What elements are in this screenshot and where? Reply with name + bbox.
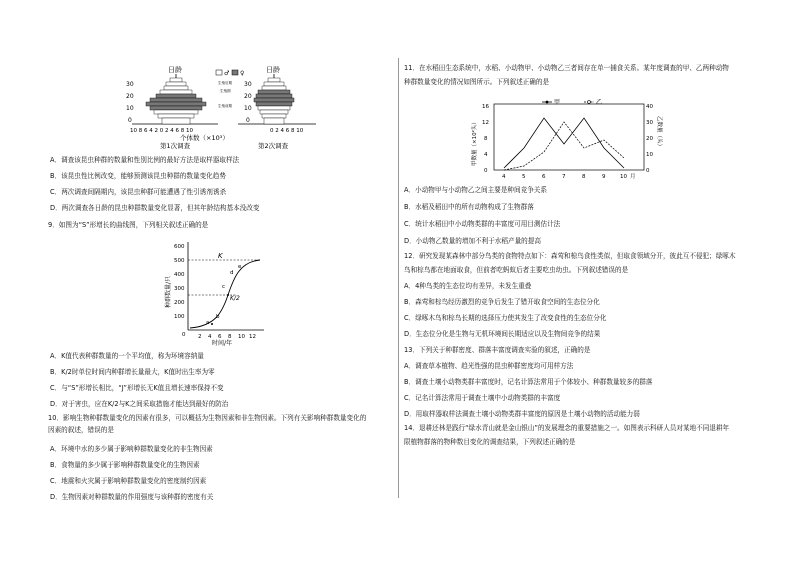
q8-option-c: C．两次调查间隔期内，该昆虫种群可能遭遇了性引诱剂诱杀 (50, 188, 227, 196)
rtick-40: 40 (646, 104, 653, 110)
curve-xlabel: 时间/年 (212, 340, 233, 346)
q10-option-d: D．生物因素对种群数量的作用强度与该种群的密度有关 (50, 493, 214, 501)
curve-y-600: 600 (174, 244, 185, 250)
ltick-8: 8 (484, 136, 488, 142)
q9-option-c: C．与“S”形增长相比，“J”形增长无K值且增长速率保持不变 (50, 384, 224, 392)
q11-stem-1: 11．在水稻田生态系统中，水稻、小动物甲、小动物乙三者间存在单一捕食关系。某年度调查的甲、乙两种动物 (404, 64, 729, 72)
tick-y-10: 10 (126, 105, 134, 112)
q11-option-b: B．水稻及稻田中的所有动物构成了生物群落 (404, 203, 534, 211)
s-curve-figure (160, 238, 270, 346)
pyramid-2-bars (254, 78, 294, 124)
curve-y-0: 0 (182, 332, 186, 338)
curve-x-6: 6 (218, 334, 222, 340)
q12-option-c: C．绿啄木鸟和棕鸟长期的选择压力使其发生了改变食性的生态位分化 (404, 314, 607, 322)
q11-stem-2: 种群数量变化的情况如图所示。下列叙述正确的是 (404, 78, 550, 86)
point-b: b (216, 314, 220, 320)
point-a: a (206, 320, 210, 326)
pyramid-caption-1: 第1次调查 (160, 142, 191, 150)
tick2-y-30: 30 (244, 81, 252, 88)
q14-stem-1: 14．退耕还林是践行“绿水青山就是金山银山”的发展理念的重要措施之一。如图表示科研人员对某地不同退耕年 (404, 424, 730, 432)
q10-option-a: A．环境中水的多少属于影响种群数量变化的非生物因素 (50, 445, 213, 453)
stage-pre: 生殖前期 (218, 104, 232, 108)
tick2-x-row: 0 2 4 6 8 10 (270, 128, 304, 134)
q9-stem: 9．如图为“S”形增长的曲线图，下列相关叙述正确的是 (48, 221, 209, 229)
q14-stem-2: 限植物群落的物种数目变化的调查结果，下列叙述正确的是 (404, 438, 576, 446)
ltick-16: 16 (482, 104, 489, 110)
tick2-y-0: 0 (246, 117, 250, 124)
q11-option-c: C．统计水稻田中小动物类群的丰富度可用目测估计法 (404, 220, 561, 228)
x-unit: 月 (630, 174, 636, 180)
curve-y-200: 200 (174, 300, 185, 306)
x-10: 10 (620, 174, 627, 180)
ltick-0: 0 (484, 168, 488, 174)
q11-option-a: A．小动物甲与小动物乙之间主要是种间竞争关系 (404, 186, 547, 194)
pyramid-1-bars (146, 78, 206, 124)
age-label-1: 日龄 (168, 66, 182, 74)
curve-x-12: 12 (249, 334, 256, 340)
curve-y-500: 500 (174, 258, 185, 264)
rtick-0: 0 (646, 168, 650, 174)
tick-y-0: 0 (128, 117, 132, 124)
curve-ylabel: 种群数量/只 (165, 275, 172, 308)
point-e: e (238, 264, 242, 270)
rtick-30: 30 (646, 120, 653, 126)
q12-option-d: D．生态位分化是生物与无机环境间长期适应以及生物间竞争的结果 (404, 330, 601, 338)
stage-repro: 生殖期 (220, 89, 231, 93)
tick2-y-10: 10 (244, 105, 252, 112)
age-label-2: 日龄 (266, 66, 280, 74)
q10-option-c: C．地震和火灾属于影响种群数量变化的密度制约因素 (50, 477, 207, 485)
legend-female: ♀ (240, 70, 245, 77)
age-pyramid-figure (120, 62, 340, 152)
q8-option-d: D．两次调查各日龄的昆虫种群数量变化显著，但其年龄结构基本没改变 (50, 204, 260, 212)
x-5: 5 (522, 174, 526, 180)
curve-y-400: 400 (174, 272, 185, 278)
q9-option-d: D．对于害虫，应在K/2与K之间采取措施才能达到最好的防治 (50, 400, 229, 408)
q13-option-b: B．调查土壤小动物类群丰富度时，记名计算法常用于个体较小、种群数量较多的群落 (404, 378, 653, 386)
q10-option-b: B．食物量的多少属于影响种群数量变化的生物因素 (50, 461, 200, 469)
curve-y-300: 300 (174, 286, 185, 292)
q10-stem-1: 10．影响生物种群数量变化的因素有很多，可以概括为生物因素和非生物因素。下列有关影响种群数量变化的 (48, 414, 367, 422)
legend-yi: 乙 (596, 99, 603, 106)
point-d: d (230, 270, 234, 276)
tick2-y-20: 20 (244, 93, 252, 100)
curve-x-4: 4 (208, 334, 212, 340)
q12-option-a: A．4种鸟类的生态位均有差异，未发生重叠 (404, 282, 532, 290)
x-4: 4 (502, 174, 506, 180)
curve-y-100: 100 (174, 314, 185, 320)
curve-x-2: 2 (198, 334, 202, 340)
q8-option-b: B．该昆虫性比例改变，能够预测该昆虫种群的数量变化趋势 (50, 172, 226, 180)
ltick-4: 4 (484, 152, 488, 158)
x-6: 6 (542, 174, 546, 180)
rtick-10: 10 (646, 152, 653, 158)
curve-x-10: 10 (238, 334, 245, 340)
tick-y-20: 20 (126, 93, 134, 100)
label-K2: K/2 (230, 295, 240, 302)
label-K: K (218, 252, 223, 260)
chart-ylabel-left: 甲数量（×10²头） (472, 119, 478, 166)
q10-stem-2: 因素的叙述，错误的是 (48, 426, 114, 434)
x-7: 7 (562, 174, 566, 180)
legend-male: ♂ (224, 70, 230, 77)
q11-option-d: D．小动物乙数量的增加不利于水稻产量的提高 (404, 237, 541, 245)
pyramid-caption-2: 第2次调查 (258, 142, 289, 150)
rtick-20: 20 (646, 136, 653, 142)
point-c: c (222, 284, 226, 290)
q9-option-b: B．K/2时单位时间内种群增长量最大，K值时出生率为零 (50, 368, 215, 376)
q12-stem-2: 鸟和棕鸟都在地面取食，但前者吃蚂蚁后者主要吃虫幼虫。下列叙述错误的是 (404, 266, 629, 274)
stage-post: 生殖后期 (218, 81, 232, 85)
column-divider (398, 58, 399, 498)
tick-x-row: 10 8 6 4 2 0 2 4 6 8 10 (130, 128, 193, 134)
q13-stem: 13．下列关于种群密度、群落丰富度调查实验的叙述，正确的是 (404, 346, 591, 354)
q12-stem-1: 12．研究发现某森林中部分鸟类的食物特点如下：森莺和椋鸟食性类似，但取食领域分开，彼此互不侵犯；绿啄木 (404, 252, 736, 260)
tick-y-30: 30 (126, 81, 134, 88)
chart-ylabel-right: 乙数量（头） (656, 116, 662, 150)
legend-jia: 甲 (554, 99, 561, 106)
x-8: 8 (582, 174, 586, 180)
curve-x-8: 8 (228, 334, 232, 340)
q12-option-b: B．森莺和棕鸟经历激烈的竞争后发生了错开取食空间的生态位分化 (404, 298, 600, 306)
q13-option-c: C．记名计算法常用于调查土壤中小动物类群的丰富度 (404, 394, 561, 402)
q8-option-a: A．调查该昆虫种群的数量和性别比例的最好方法是取样器取样法 (50, 156, 240, 164)
population-line-chart (468, 96, 668, 182)
ltick-12: 12 (482, 120, 489, 126)
x-9: 9 (602, 174, 606, 180)
q13-option-d: D．用取样器取样法调查土壤小动物类群丰富度的原因是土壤小动物的活动能力弱 (404, 410, 640, 418)
q13-option-a: A．调查草本植物、趋光性强的昆虫种群密度均可用样方法 (404, 362, 574, 370)
pyramid-xlabel: 个体数（×10³） (180, 134, 229, 142)
q9-option-a: A．K值代表种群数量的一个平均值，称为环境容纳量 (50, 352, 204, 360)
